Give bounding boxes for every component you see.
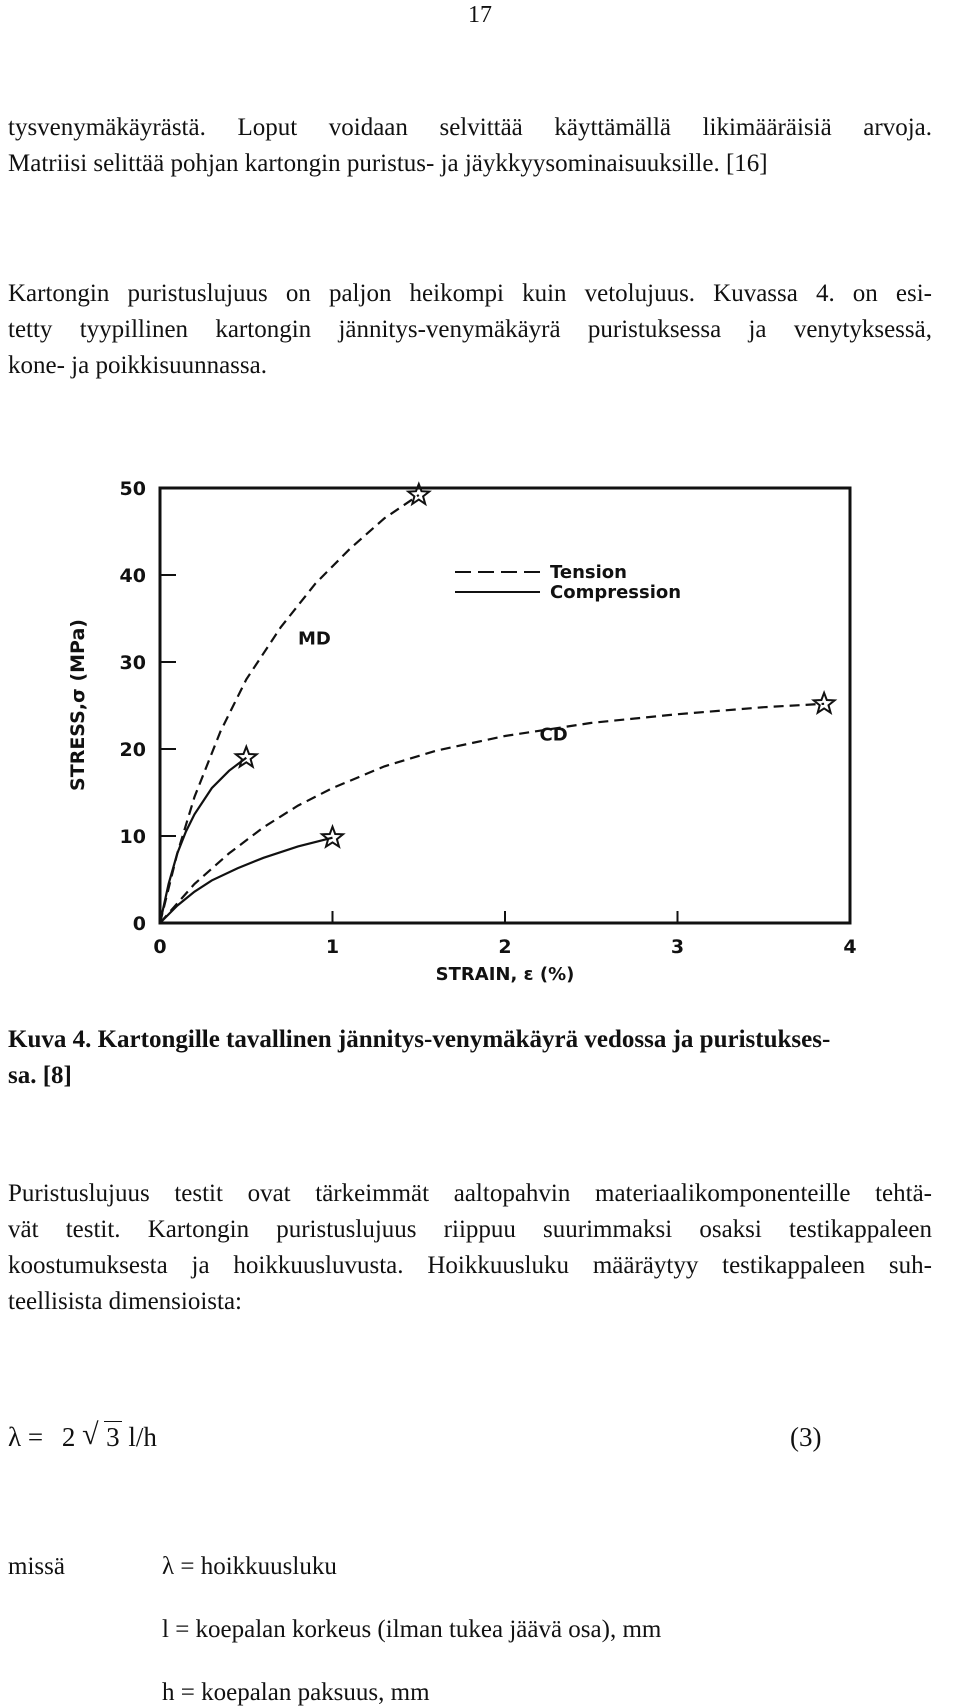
y-axis-ticks [120,478,176,935]
equation-lhs: λ = [8,1422,44,1452]
x-tick-label: 0 [153,936,167,958]
equation-sqrt [82,1418,122,1453]
paragraph-line: tetty tyypillinen kartongin jännitys-venymäkäyrä puristuksessa ja venytyksessä, [8,316,932,343]
series-cd-tension [160,704,824,923]
y-tick-label: 20 [119,739,146,761]
figure-caption [8,1022,932,1094]
failure-star-icon [814,693,835,713]
sqrt-icon: √ [82,1418,99,1451]
equation-coefficient: 2 [61,1422,76,1452]
equation-radicand: 3 [106,1422,120,1452]
caption-line: sa. [8] [8,1062,72,1089]
x-axis-label: STRAIN, ε (%) [435,964,575,985]
caption-line: Kuva 4. Kartongille tavallinen jännitys-venymäkäyrä vedossa ja puristukses- [8,1026,831,1053]
y-tick-label: 0 [132,913,146,935]
x-tick-label: 2 [498,936,512,958]
paragraph-line: vät testit. Kartongin puristuslujuus riippuu suurimmaksi osaksi testikappaleen [8,1216,932,1243]
y-axis-label: STRESS,σ (MPa) [67,619,89,791]
failure-star-icon [322,827,343,847]
equation-rest: l/h [128,1422,157,1452]
paragraph-line: Puristuslujuus testit ovat tärkeimmät aaltopahvin materiaalikomponenteille tehtä- [8,1180,932,1207]
legend-compression-label: Compression [550,582,682,603]
paragraph-line: tysvenymäkäyrästä. Loput voidaan selvittää käyttämällä likimääräisiä arvoja. [8,114,932,141]
paragraph-3 [8,1176,932,1320]
x-tick-label: 1 [325,936,340,958]
series-cd-compression [160,838,333,923]
y-tick-label: 50 [119,478,146,500]
legend-tension-label: Tension [550,562,627,583]
annotation-cd: CD [539,724,568,746]
equation-number: (3) [790,1422,822,1452]
paragraph-1 [8,110,932,182]
paragraph-line: koostumuksesta ja hoikkuusluvusta. Hoikkuusluku määräytyy testikappaleen suh- [8,1252,932,1279]
paragraph-line: teellisista dimensioista: [8,1288,242,1315]
paragraph-line: kone- ja poikkisuunnassa. [8,352,267,379]
series-md-compression [160,758,246,923]
x-axis-ticks [153,911,856,958]
paragraph-line: Kartongin puristuslujuus on paljon heikompi kuin vetolujuus. Kuvassa 4. on esi- [8,280,932,307]
x-tick-label: 4 [843,936,857,958]
y-tick-label: 10 [119,826,146,848]
y-tick-label: 30 [119,652,146,674]
page-number: 17 [468,2,492,28]
paragraph-line: Matriisi selittää pohjan kartongin puristus- ja jäykkyysominaisuuksille. [16] [8,150,768,177]
y-tick-label: 40 [119,565,146,587]
equation-3 [8,1418,157,1453]
definition-item: λ = hoikkuusluku [162,1553,337,1580]
paragraph-2 [8,276,932,384]
series-md-tension [160,495,419,923]
legend [455,562,681,603]
x-tick-label: 3 [670,936,685,958]
definitions-intro: missä [8,1553,65,1580]
annotation-md: MD [298,628,331,650]
definition-item: l = koepalan korkeus (ilman tukea jäävä osa), mm [162,1616,662,1643]
stress-strain-chart [60,475,900,995]
definition-item: h = koepalan paksuus, mm [162,1679,430,1706]
series-layer [160,495,824,923]
